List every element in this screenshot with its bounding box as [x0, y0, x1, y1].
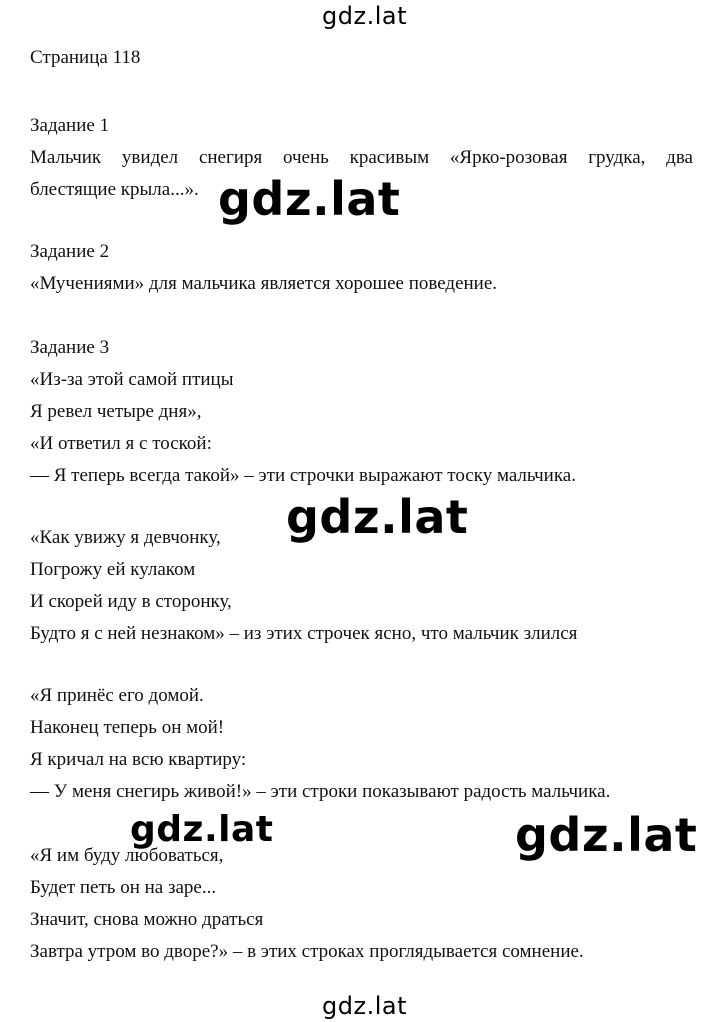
watermark-bottom: gdz.lat	[322, 992, 407, 1020]
task2-line-1: «Мучениями» для мальчика является хорошее поведение.	[30, 273, 498, 294]
stanza2-line-3: И скорей иду в сторонку,	[30, 591, 232, 612]
stanza1-line-2: Я ревел четыре дня»,	[30, 401, 202, 422]
stanza3-line-4: — У меня снегирь живой!» – эти строки показывают радость мальчика.	[30, 781, 611, 802]
stanza4-line-3: Значит, снова можно драться	[30, 909, 264, 930]
stanza1-line-3: «И ответил я с тоской:	[30, 433, 212, 454]
stanza3-line-2: Наконец теперь он мой!	[30, 717, 225, 738]
watermark-overlay-4: gdz.lat	[515, 808, 698, 862]
stanza1-line-1: «Из-за этой самой птицы	[30, 369, 234, 390]
stanza2-line-1: «Как увижу я девчонку,	[30, 527, 221, 548]
watermark-overlay-1: gdz.lat	[218, 172, 401, 226]
stanza3-line-3: Я кричал на всю квартиру:	[30, 749, 247, 770]
stanza4-line-2: Будет петь он на заре...	[30, 877, 217, 898]
stanza3-line-1: «Я принёс его домой.	[30, 685, 204, 706]
task3-title: Задание 3	[30, 337, 110, 358]
task1-line-1: Мальчик увидел снегиря очень красивым «Ярко-розовая грудка, два	[30, 147, 693, 168]
stanza2-line-2: Погрожу ей кулаком	[30, 559, 196, 580]
page-label: Страница 118	[30, 47, 141, 68]
watermark-overlay-2: gdz.lat	[286, 490, 469, 544]
stanza1-line-4: — Я теперь всегда такой» – эти строчки выражают тоску мальчика.	[30, 465, 576, 486]
task1-title: Задание 1	[30, 115, 110, 136]
stanza2-line-4: Будто я с ней незнаком» – из этих строчек ясно, что мальчик злился	[30, 623, 578, 644]
stanza4-line-4: Завтра утром во дворе?» – в этих строках проглядывается сомнение.	[30, 941, 584, 962]
task2-title: Задание 2	[30, 241, 110, 262]
stanza4-line-1: «Я им буду любоваться,	[30, 845, 224, 866]
task1-line-2: блестящие крыла...».	[30, 179, 199, 200]
watermark-overlay-3: gdz.lat	[130, 809, 274, 850]
watermark-top: gdz.lat	[322, 2, 407, 30]
